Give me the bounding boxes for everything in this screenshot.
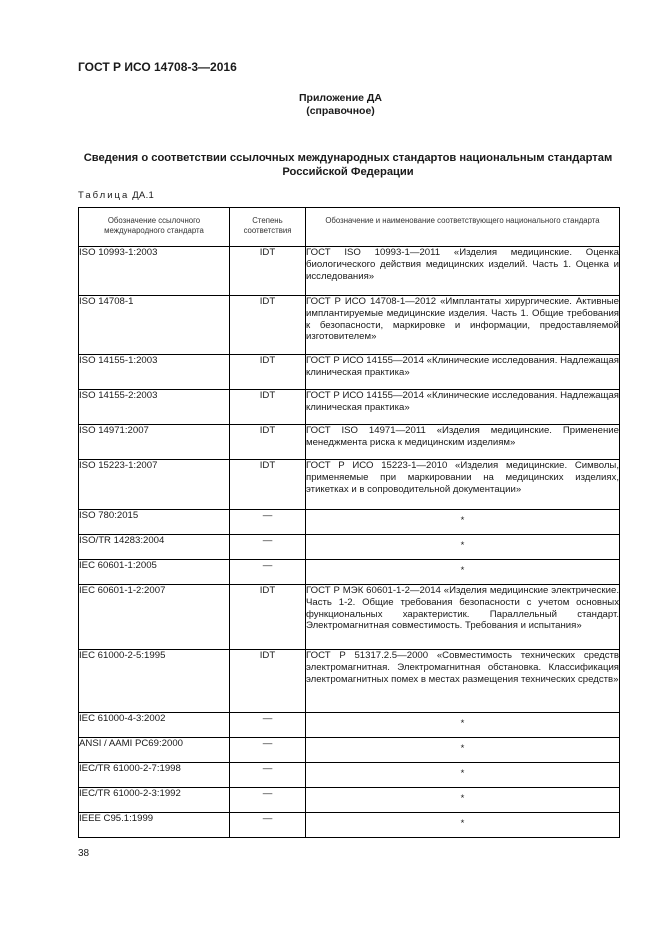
cell-reference-standard: IEC 61000-2-5:1995 [79, 650, 230, 713]
cell-national-standard: ГОСТ Р ИСО 14708-1—2012 «Имплантаты хирургические. Активные имплантируемые медицинские изделия. Часть 1. Общие требования к безопасности, маркировке и информации, предоставляемой изготовителем» [306, 296, 620, 355]
table-row [79, 390, 620, 425]
cell-national-standard: * [306, 510, 620, 535]
cell-national-standard: * [306, 560, 620, 585]
cell-national-standard: ГОСТ Р ИСО 14155—2014 «Клинические исследования. Надлежащая клиническая практика» [306, 390, 620, 425]
table-row [79, 460, 620, 510]
table-row [79, 788, 620, 813]
table-row [79, 355, 620, 390]
cell-degree: IDT [230, 355, 306, 390]
table-row [79, 560, 620, 585]
table-row [79, 296, 620, 355]
annex-title: Приложение ДА [299, 92, 382, 104]
cell-reference-standard: IEC/TR 61000-2-7:1998 [79, 763, 230, 788]
cell-degree: IDT [230, 585, 306, 650]
header-international-standard: Обозначение ссылочного международного стандарта [79, 208, 230, 247]
cell-degree: IDT [230, 425, 306, 460]
cell-degree: IDT [230, 390, 306, 425]
annex-heading [0, 92, 661, 118]
cell-national-standard: * [306, 813, 620, 838]
cell-reference-standard: ISO/TR 14283:2004 [79, 535, 230, 560]
header-national-standard: Обозначение и наименование соответствующего национального стандарта [306, 208, 620, 247]
cell-national-standard: ГОСТ Р ИСО 14155—2014 «Клинические исследования. Надлежащая клиническая практика» [306, 355, 620, 390]
correspondence-table [78, 207, 620, 838]
table-row [79, 535, 620, 560]
cell-reference-standard: IEC/TR 61000-2-3:1992 [79, 788, 230, 813]
table-row [79, 763, 620, 788]
cell-reference-standard: IEC 60601-1:2005 [79, 560, 230, 585]
cell-degree: — [230, 763, 306, 788]
title-line-1: Сведения о соответствии ссылочных международных стандартов национальным стандартам [83, 152, 613, 164]
table-caption-id: ДА.1 [132, 190, 155, 201]
cell-reference-standard: ISO 10993-1:2003 [79, 247, 230, 296]
annex-note: (справочное) [306, 105, 375, 117]
cell-degree: — [230, 738, 306, 763]
table-row [79, 425, 620, 460]
cell-national-standard: ГОСТ Р ИСО 15223-1—2010 «Изделия медицинские. Символы, применяемые при маркировании на медицинских изделиях, этикетках и в сопроводительной документации» [306, 460, 620, 510]
cell-reference-standard: IEEE C95.1:1999 [79, 813, 230, 838]
table-row [79, 650, 620, 713]
cell-degree: — [230, 813, 306, 838]
cell-reference-standard: ISO 15223-1:2007 [79, 460, 230, 510]
cell-national-standard: * [306, 713, 620, 738]
cell-national-standard: ГОСТ ISO 14971—2011 «Изделия медицинские. Применение менеджмента риска к медицинским изделиям» [306, 425, 620, 460]
cell-reference-standard: ANSI / AAMI PC69:2000 [79, 738, 230, 763]
table-row [79, 738, 620, 763]
cell-degree: — [230, 713, 306, 738]
page-number: 38 [78, 848, 90, 859]
header-degree: Степень соответствия [230, 208, 306, 247]
cell-national-standard: * [306, 788, 620, 813]
cell-degree: IDT [230, 460, 306, 510]
standard-header: ГОСТ Р ИСО 14708-3—2016 [78, 60, 237, 74]
title-line-2: Российской Федерации [282, 166, 414, 178]
table-row [79, 247, 620, 296]
cell-national-standard: ГОСТ ISO 10993-1—2011 «Изделия медицинские. Оценка биологического действия медицинских изделий. Часть 1. Оценка и исследования» [306, 247, 620, 296]
table-caption-word: Таблица [78, 190, 130, 201]
cell-degree: IDT [230, 296, 306, 355]
cell-degree: — [230, 510, 306, 535]
table-row [79, 510, 620, 535]
table-row [79, 713, 620, 738]
table-row [79, 585, 620, 650]
table-header-row [79, 208, 620, 247]
cell-reference-standard: ISO 14155-1:2003 [79, 355, 230, 390]
cell-degree: — [230, 788, 306, 813]
cell-reference-standard: IEC 61000-4-3:2002 [79, 713, 230, 738]
cell-reference-standard: ISO 14708-1 [79, 296, 230, 355]
cell-reference-standard: ISO 14155-2:2003 [79, 390, 230, 425]
table-row [79, 813, 620, 838]
cell-national-standard: * [306, 763, 620, 788]
table-caption [78, 190, 154, 201]
cell-national-standard: * [306, 738, 620, 763]
cell-national-standard: * [306, 535, 620, 560]
cell-reference-standard: ISO 14971:2007 [79, 425, 230, 460]
cell-national-standard: ГОСТ Р МЭК 60601-1-2—2014 «Изделия медицинские электрические. Часть 1-2. Общие требования безопасности с учетом основных функциональных характеристик. Параллельный стандарт. Электромагнитная совместимость. Требования и испытания» [306, 585, 620, 650]
cell-degree: — [230, 560, 306, 585]
cell-degree: IDT [230, 247, 306, 296]
cell-reference-standard: IEC 60601-1-2:2007 [79, 585, 230, 650]
cell-degree: IDT [230, 650, 306, 713]
page-title [78, 151, 618, 179]
cell-degree: — [230, 535, 306, 560]
cell-reference-standard: ISO 780:2015 [79, 510, 230, 535]
cell-national-standard: ГОСТ Р 51317.2.5—2000 «Совместимость технических средств электромагнитная. Электромагнитная обстановка. Классификация электромагнитных помех в местах размещения технических средств» [306, 650, 620, 713]
